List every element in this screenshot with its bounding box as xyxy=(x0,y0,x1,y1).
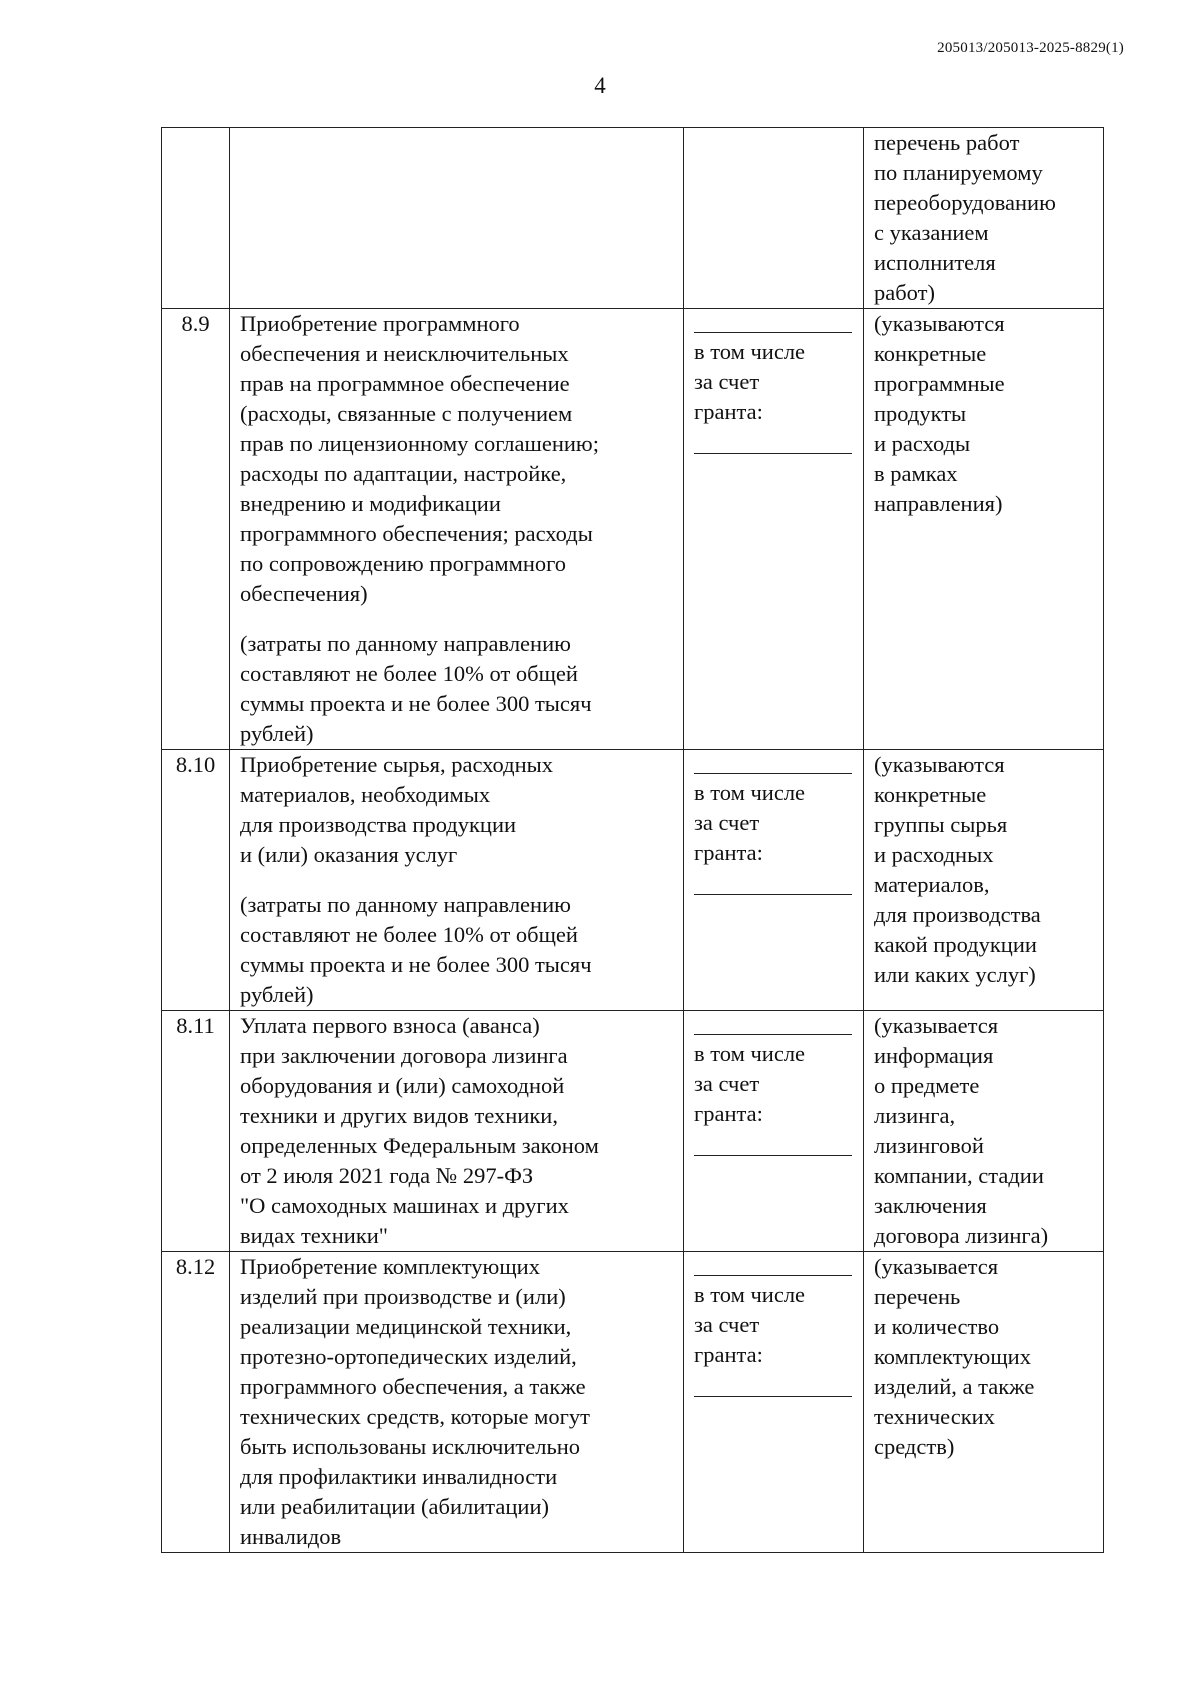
cost-limit-line: рублей) xyxy=(240,982,314,1007)
description-line: технических средств, которые могут xyxy=(240,1404,590,1429)
note-line: лизинговой xyxy=(874,1133,984,1158)
description-line: инвалидов xyxy=(240,1524,342,1549)
row-number-cell xyxy=(162,309,230,750)
note-line: технических xyxy=(874,1404,995,1429)
description-text xyxy=(240,1011,675,1251)
table-row xyxy=(162,1011,1104,1252)
description-line: реализации медицинской техники, xyxy=(240,1314,572,1339)
note-line: конкретные xyxy=(874,782,987,807)
note-cell xyxy=(864,1252,1104,1553)
cost-limit-line: (затраты по данному направлению xyxy=(240,892,571,917)
description-line: программного обеспечения; расходы xyxy=(240,521,593,546)
note-line: договора лизинга) xyxy=(874,1223,1049,1248)
grant-share-label: в том числе xyxy=(694,1282,806,1307)
note-cell xyxy=(864,128,1104,309)
description-line: от 2 июля 2021 года № 297-ФЗ xyxy=(240,1163,534,1188)
description-line: материалов, необходимых xyxy=(240,782,491,807)
description-line: протезно-ортопедических изделий, xyxy=(240,1344,577,1369)
description-line: или реабилитации (абилитации) xyxy=(240,1494,549,1519)
description-line: прав на программное обеспечение xyxy=(240,371,570,396)
grant-share-label: за счет xyxy=(694,1071,760,1096)
total-amount-blank xyxy=(694,1011,852,1035)
note-line: по планируемому xyxy=(874,160,1043,185)
description-line: при заключении договора лизинга xyxy=(240,1043,568,1068)
description-cell xyxy=(230,1252,684,1553)
grant-share-label: за счет xyxy=(694,1312,760,1337)
note-line: для производства xyxy=(874,902,1041,927)
note-line: и количество xyxy=(874,1314,1000,1339)
grant-amount-blank xyxy=(694,1370,852,1397)
amount-cell xyxy=(684,1011,864,1252)
row-number: 8.11 xyxy=(176,1013,215,1038)
grant-share-label: за счет xyxy=(694,369,760,394)
cost-limit-line: суммы проекта и не более 300 тысяч xyxy=(240,952,592,977)
document-id: 205013/205013-2025-8829(1) xyxy=(937,40,1124,56)
grant-amount-blank xyxy=(694,427,852,454)
row-number-cell xyxy=(162,750,230,1011)
grant-share-label: гранта: xyxy=(694,1342,763,1367)
description-line: (расходы, связанные с получением xyxy=(240,401,573,426)
description-cell xyxy=(230,128,684,309)
note-cell xyxy=(864,309,1104,750)
cost-limit-line: составляют не более 10% от общей xyxy=(240,922,578,947)
note-line: и расходных xyxy=(874,842,994,867)
description-line: программного обеспечения, а также xyxy=(240,1374,586,1399)
note-cell xyxy=(864,1011,1104,1252)
description-line: быть использованы исключительно xyxy=(240,1434,580,1459)
description-line: и (или) оказания услуг xyxy=(240,842,458,867)
description-line: обеспечения) xyxy=(240,581,368,606)
row-number-cell xyxy=(162,128,230,309)
expense-table xyxy=(161,127,1104,1553)
grant-share-label: гранта: xyxy=(694,1101,763,1126)
note-line: заключения xyxy=(874,1193,987,1218)
description-line: Приобретение комплектующих xyxy=(240,1254,540,1279)
note-line: о предмете xyxy=(874,1073,980,1098)
description-cell xyxy=(230,750,684,1011)
note-line: какой продукции xyxy=(874,932,1037,957)
description-line: обеспечения и неисключительных xyxy=(240,341,569,366)
description-line: определенных Федеральным законом xyxy=(240,1133,599,1158)
grant-share-label: гранта: xyxy=(694,399,763,424)
amount-cell xyxy=(684,750,864,1011)
description-line: для профилактики инвалидности xyxy=(240,1464,558,1489)
table-row xyxy=(162,309,1104,750)
note-line: с указанием xyxy=(874,220,989,245)
row-number-cell xyxy=(162,1011,230,1252)
row-number: 8.9 xyxy=(181,311,210,336)
cost-limit-line: составляют не более 10% от общей xyxy=(240,661,578,686)
description-text xyxy=(240,309,675,609)
note-line: продукты xyxy=(874,401,967,426)
note-line: лизинга, xyxy=(874,1103,956,1128)
note-line: изделий, а также xyxy=(874,1374,1035,1399)
note-line: (указываются xyxy=(874,752,1005,777)
description-line: Приобретение сырья, расходных xyxy=(240,752,553,777)
description-text xyxy=(240,128,675,158)
page-number: 4 xyxy=(594,73,606,98)
description-line: изделий при производстве и (или) xyxy=(240,1284,566,1309)
note-line: конкретные xyxy=(874,341,987,366)
grant-amount-blank xyxy=(694,1129,852,1156)
grant-amount-blank xyxy=(694,868,852,895)
note-line: (указываются xyxy=(874,311,1005,336)
description-line: для производства продукции xyxy=(240,812,517,837)
grant-share-label: за счет xyxy=(694,810,760,835)
row-number: 8.12 xyxy=(175,1254,216,1279)
description-line: оборудования и (или) самоходной xyxy=(240,1073,565,1098)
cost-limit-note xyxy=(240,629,675,749)
grant-share-label: в том числе xyxy=(694,1041,806,1066)
note-line: в рамках xyxy=(874,461,958,486)
description-line: "О самоходных машинах и других xyxy=(240,1193,569,1218)
note-line: группы сырья xyxy=(874,812,1008,837)
total-amount-blank xyxy=(694,309,852,333)
description-line: Приобретение программного xyxy=(240,311,520,336)
note-line: компании, стадии xyxy=(874,1163,1044,1188)
grant-share-label: в том числе xyxy=(694,780,806,805)
description-line: внедрению и модификации xyxy=(240,491,501,516)
note-line: (указывается xyxy=(874,1254,999,1279)
note-line: работ) xyxy=(874,280,935,305)
description-line: видах техники" xyxy=(240,1223,388,1248)
note-line: (указывается xyxy=(874,1013,999,1038)
cost-limit-line: (затраты по данному направлению xyxy=(240,631,571,656)
table-row xyxy=(162,128,1104,309)
description-cell xyxy=(230,309,684,750)
note-line: информация xyxy=(874,1043,994,1068)
amount-cell xyxy=(684,1252,864,1553)
note-line: направления) xyxy=(874,491,1003,516)
cost-limit-note xyxy=(240,890,675,1010)
description-line: Уплата первого взноса (аванса) xyxy=(240,1013,540,1038)
description-text xyxy=(240,750,675,870)
note-line: средств) xyxy=(874,1434,955,1459)
description-text xyxy=(240,1252,675,1552)
row-number-cell xyxy=(162,1252,230,1553)
description-line: расходы по адаптации, настройке, xyxy=(240,461,567,486)
note-line: перечень работ xyxy=(874,130,1020,155)
description-line: прав по лицензионному соглашению; xyxy=(240,431,599,456)
expense-table-body xyxy=(162,128,1104,1553)
table-row xyxy=(162,750,1104,1011)
note-line: программные xyxy=(874,371,1005,396)
note-line: переоборудованию xyxy=(874,190,1056,215)
note-line: перечень xyxy=(874,1284,961,1309)
note-cell xyxy=(864,750,1104,1011)
note-line: или каких услуг) xyxy=(874,962,1036,987)
table-row xyxy=(162,1252,1104,1553)
amount-cell xyxy=(684,309,864,750)
total-amount-blank xyxy=(694,1252,852,1276)
note-line: материалов, xyxy=(874,872,990,897)
cost-limit-line: суммы проекта и не более 300 тысяч xyxy=(240,691,592,716)
grant-share-label: в том числе xyxy=(694,339,806,364)
amount-cell xyxy=(684,128,864,309)
description-line: по сопровождению программного xyxy=(240,551,567,576)
total-amount-blank xyxy=(694,750,852,774)
cost-limit-line: рублей) xyxy=(240,721,314,746)
note-line: комплектующих xyxy=(874,1344,1031,1369)
description-cell xyxy=(230,1011,684,1252)
row-number: 8.10 xyxy=(175,752,216,777)
description-line xyxy=(240,128,675,158)
note-line: исполнителя xyxy=(874,250,996,275)
grant-share-label: гранта: xyxy=(694,840,763,865)
note-line: и расходы xyxy=(874,431,971,456)
description-line: техники и других видов техники, xyxy=(240,1103,558,1128)
